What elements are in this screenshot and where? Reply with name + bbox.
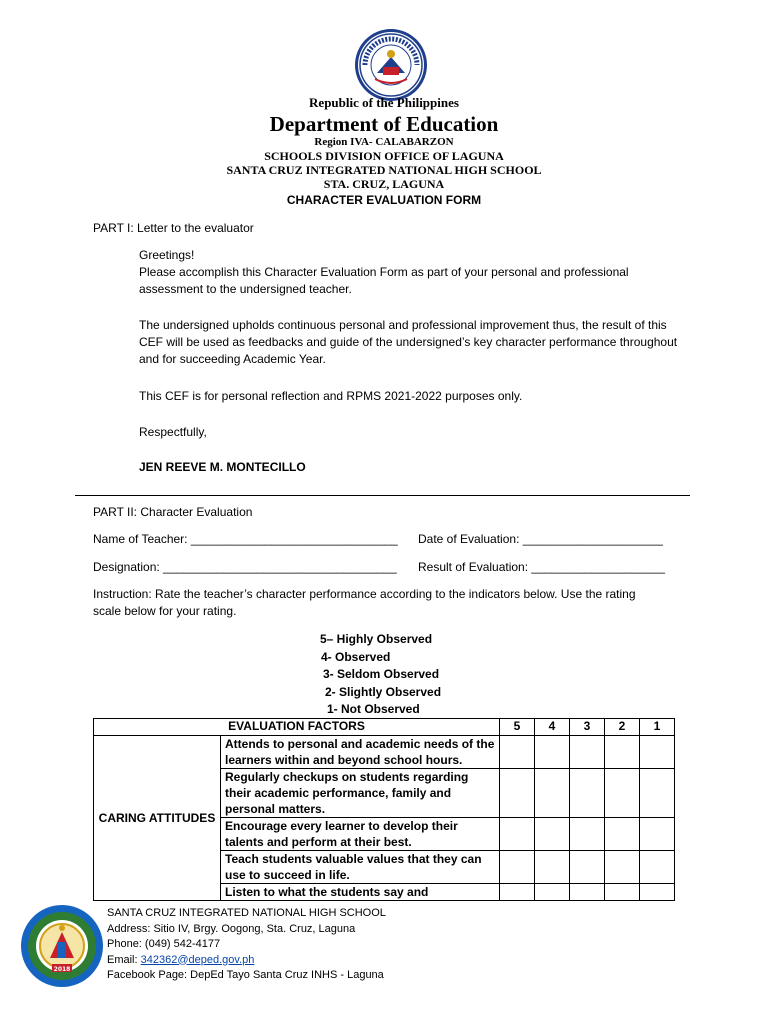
score-cell[interactable] [535, 884, 570, 901]
section-divider [75, 495, 690, 496]
score-cell[interactable] [535, 769, 570, 818]
score-cell[interactable] [605, 769, 640, 818]
score-cell[interactable] [605, 818, 640, 851]
score-cell[interactable] [535, 818, 570, 851]
table-header-row [94, 719, 675, 736]
school-seal-logo [20, 904, 104, 988]
footer-address: Address: Sitio IV, Brgy. Oogong, Sta. Cruz, Laguna [107, 922, 356, 935]
score-cell[interactable] [535, 851, 570, 884]
header-score-1: 1 [640, 719, 675, 736]
signatory: JEN REEVE M. MONTECILLO [139, 460, 306, 474]
category-caring-attitudes: CARING ATTITUDES [94, 736, 221, 901]
indicator-cell: Listen to what the students say and [221, 884, 500, 901]
footer-phone: Phone: (049) 542-4177 [107, 938, 221, 950]
scale-item-2: 2- Slightly Observed [325, 685, 442, 699]
header-score-2: 2 [605, 719, 640, 736]
footer-facebook: Facebook Page: DepEd Tayo Santa Cruz INHS - Laguna [107, 969, 384, 981]
letter-paragraph-3: This CEF is for personal reflection and RPMS 2021-2022 purposes only. [139, 389, 523, 403]
part2-heading: PART II: Character Evaluation [93, 505, 253, 519]
score-cell[interactable] [500, 851, 535, 884]
indicator-cell: Encourage every learner to develop their talents and perform at their best. [221, 818, 500, 851]
republic-line: Republic of the Philippines [309, 95, 459, 110]
score-cell[interactable] [605, 736, 640, 769]
score-cell[interactable] [570, 851, 605, 884]
score-cell[interactable] [500, 769, 535, 818]
score-cell[interactable] [640, 884, 675, 901]
school-line: SANTA CRUZ INTEGRATED NATIONAL HIGH SCHOOL [226, 163, 542, 177]
footer-contact [107, 906, 386, 984]
date-of-evaluation-field[interactable]: Date of Evaluation: _____________________ [418, 532, 663, 546]
footer-school-name: SANTA CRUZ INTEGRATED NATIONAL HIGH SCHOOL [107, 907, 386, 919]
score-cell[interactable] [570, 884, 605, 901]
footer-email-link[interactable]: 342362@deped.gov.ph [140, 953, 255, 966]
scale-item-4: 4- Observed [321, 650, 391, 664]
department-title: Department of Education [269, 112, 499, 136]
score-cell[interactable] [640, 851, 675, 884]
designation-field[interactable]: Designation: ___________________________________ [93, 560, 397, 574]
footer-email-line [107, 953, 386, 969]
header-score-4: 4 [535, 719, 570, 736]
score-cell[interactable] [535, 736, 570, 769]
header-evaluation-factors: EVALUATION FACTORS [94, 719, 500, 736]
score-cell[interactable] [570, 769, 605, 818]
indicator-cell: Teach students valuable values that they can use to succeed in life. [221, 851, 500, 884]
deped-seal-logo [353, 27, 429, 103]
location-line: STA. CRUZ, LAGUNA [323, 177, 445, 191]
svg-text:2018: 2018 [53, 966, 71, 973]
score-cell[interactable] [640, 818, 675, 851]
scale-item-1: 1- Not Observed [327, 702, 420, 716]
score-cell[interactable] [500, 884, 535, 901]
part1-heading: PART I: Letter to the evaluator [93, 221, 254, 235]
indicator-cell: Attends to personal and academic needs of the learners within and beyond school hours. [221, 736, 500, 769]
evaluation-table [93, 718, 675, 901]
score-cell[interactable] [570, 818, 605, 851]
division-line: SCHOOLS DIVISION OFFICE OF LAGUNA [264, 149, 504, 163]
instruction: Instruction: Rate the teacher’s character performance according to the indicators below. Use the rating scale below for your rating. [93, 587, 636, 618]
header-score-5: 5 [500, 719, 535, 736]
score-cell[interactable] [605, 884, 640, 901]
greeting: Greetings! [139, 248, 195, 262]
name-of-teacher-field[interactable]: Name of Teacher: _______________________________ [93, 532, 398, 546]
score-cell[interactable] [500, 818, 535, 851]
scale-item-5: 5– Highly Observed [320, 632, 433, 646]
score-cell[interactable] [640, 769, 675, 818]
score-cell[interactable] [605, 851, 640, 884]
score-cell[interactable] [570, 736, 605, 769]
result-of-evaluation-field[interactable]: Result of Evaluation: ____________________ [418, 560, 665, 574]
indicator-cell: Regularly checkups on students regarding their academic performance, family and personal matters. [221, 769, 500, 818]
closing: Respectfully, [139, 425, 207, 439]
region-line: Region IVA- CALABARZON [314, 136, 454, 148]
scale-item-3: 3- Seldom Observed [323, 667, 440, 681]
form-title: CHARACTER EVALUATION FORM [286, 193, 482, 207]
score-cell[interactable] [640, 736, 675, 769]
header-score-3: 3 [570, 719, 605, 736]
table-row [94, 736, 675, 769]
score-cell[interactable] [500, 736, 535, 769]
letter-paragraph-2: The undersigned upholds continuous personal and professional improvement thus, the result of this CEF will be used as feedbacks and guide of the undersigned’s key character performance throughout and for succeeding Academic Year. [139, 318, 678, 366]
footer-email-label: Email: [107, 953, 141, 966]
letter-paragraph-1: Please accomplish this Character Evaluation Form as part of your personal and professional assessment to the undersigned teacher. [139, 265, 629, 296]
